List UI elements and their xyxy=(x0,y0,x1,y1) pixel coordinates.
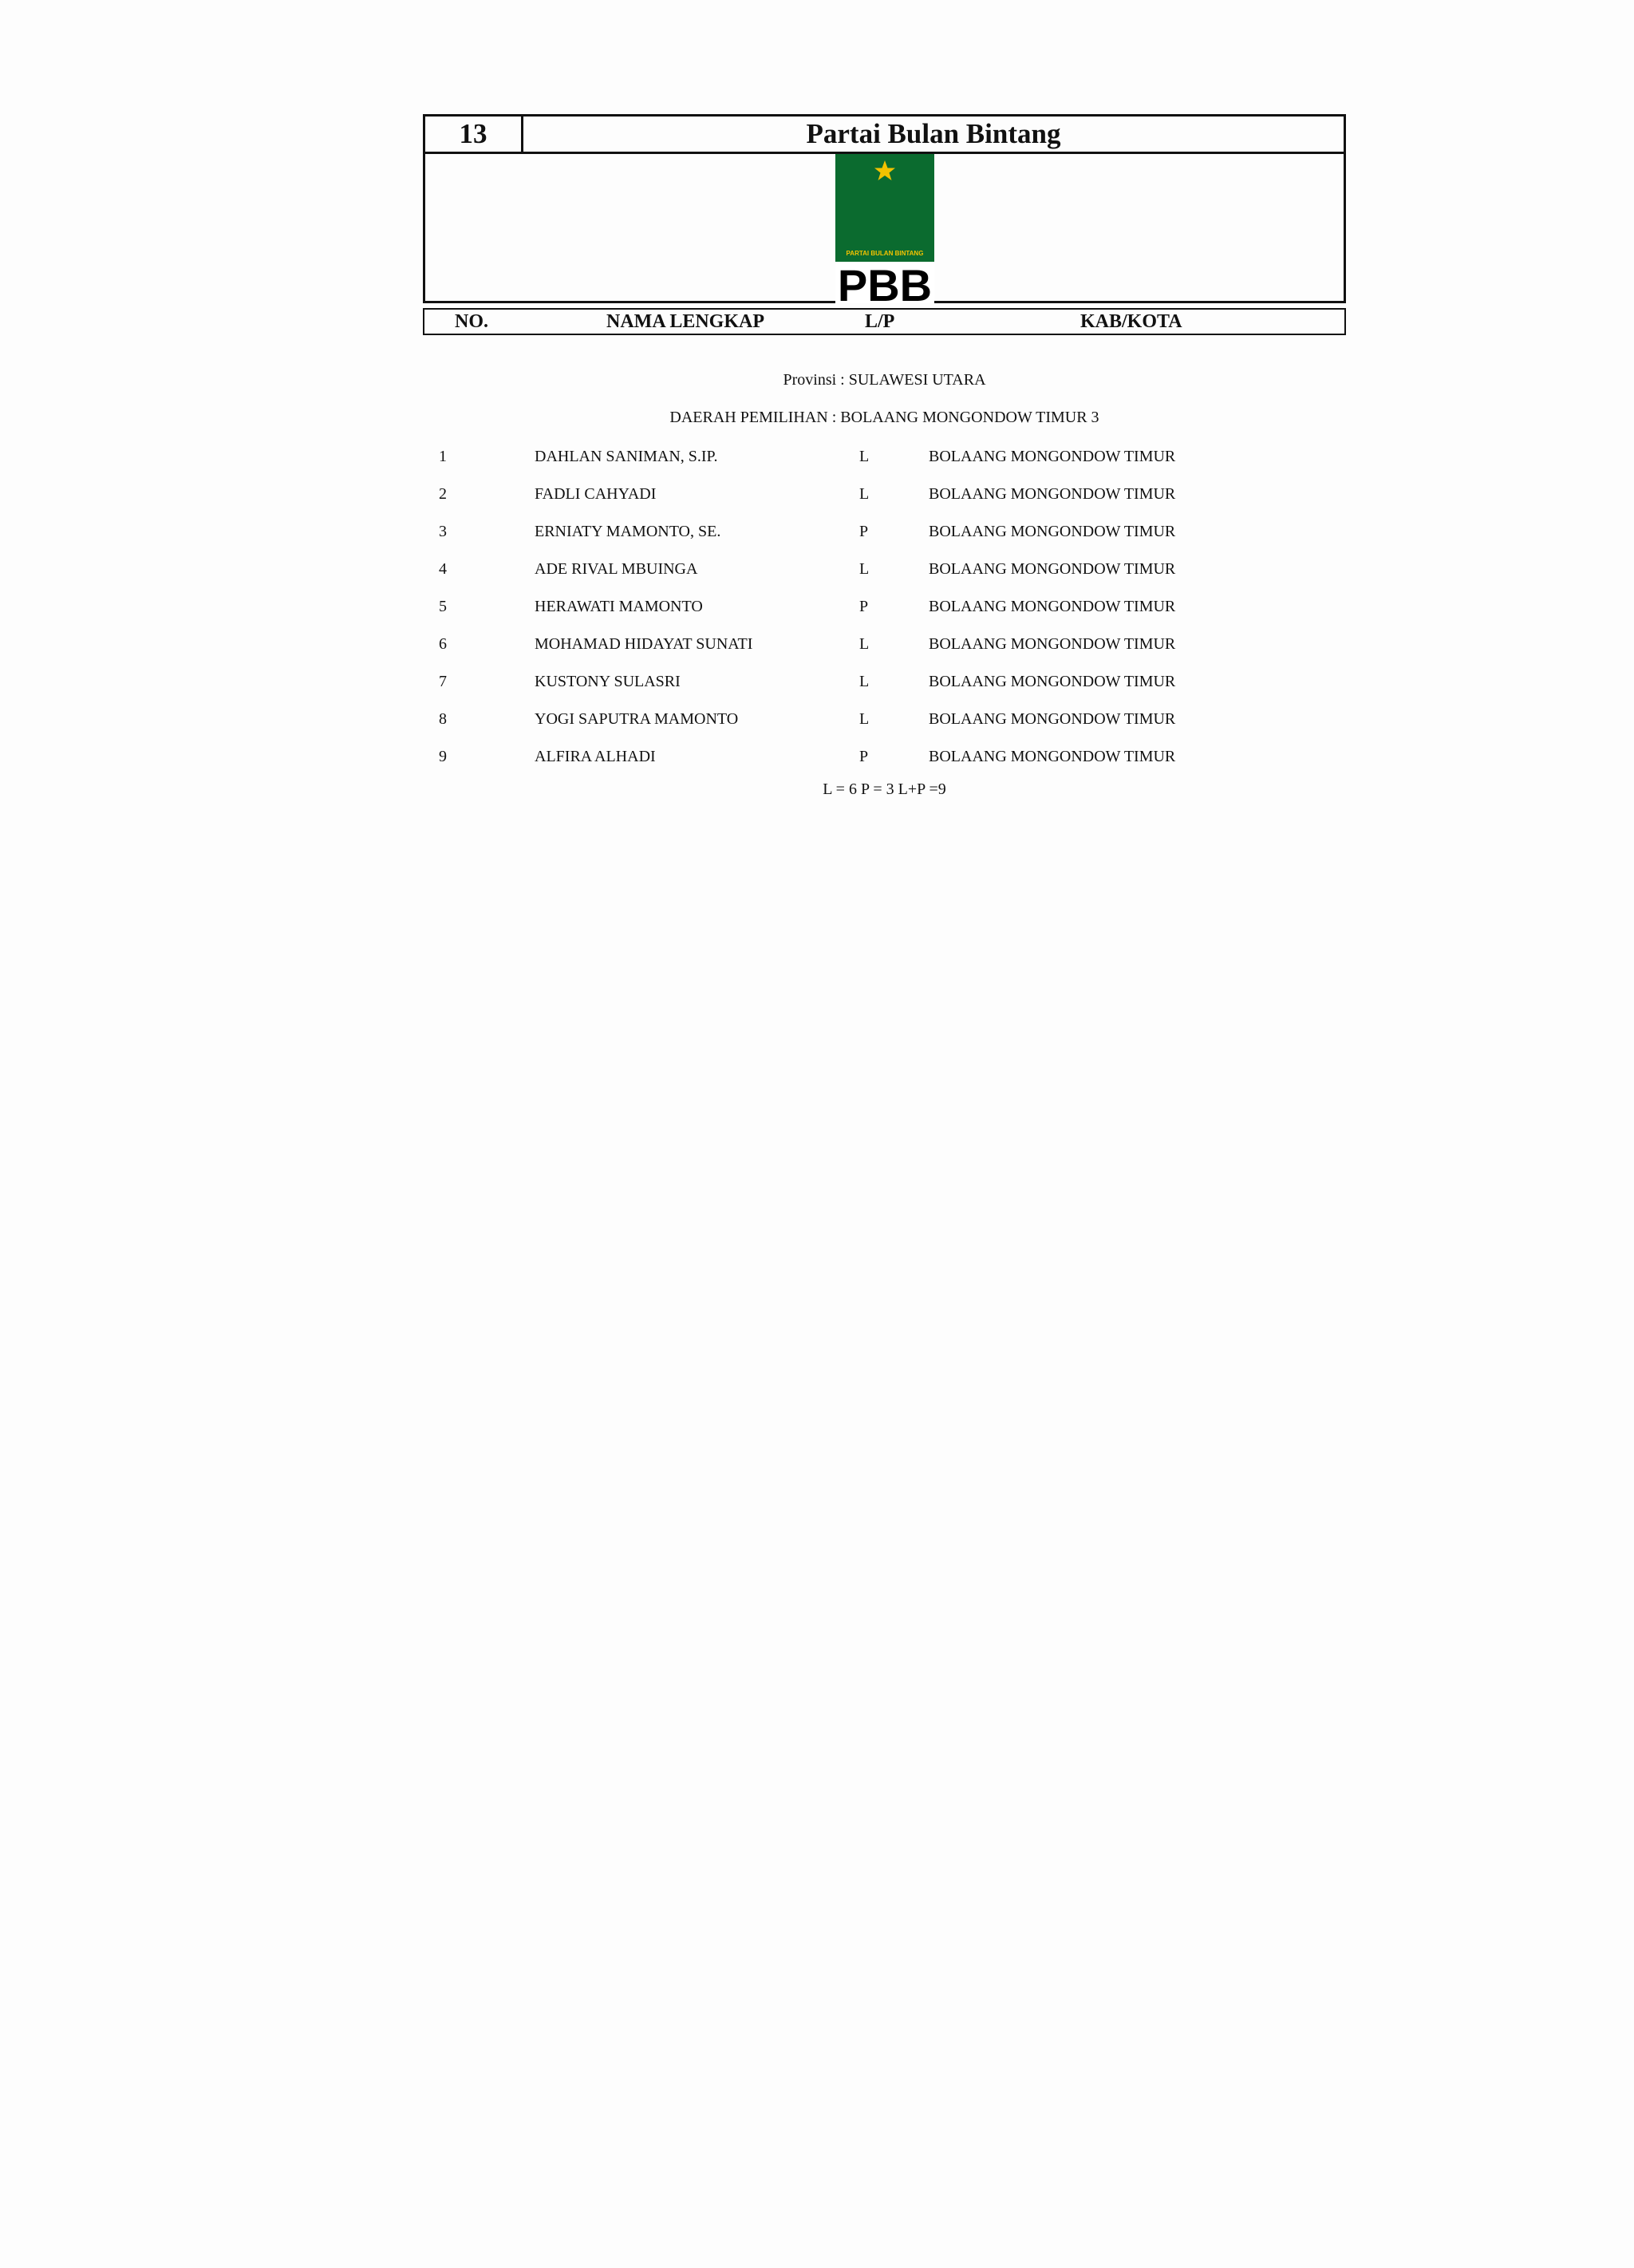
party-header-box xyxy=(423,114,1346,303)
row-name: HERAWATI MAMONTO xyxy=(535,598,703,615)
party-number: 13 xyxy=(425,117,523,152)
column-header-row xyxy=(423,308,1346,335)
row-number: 4 xyxy=(439,560,447,578)
row-gender: L xyxy=(859,560,870,578)
table-row xyxy=(423,707,1346,745)
row-number: 6 xyxy=(439,635,447,653)
gender-summary: L = 6 P = 3 L+P =9 xyxy=(823,780,946,798)
row-gender: L xyxy=(859,710,870,728)
row-kab-kota: BOLAANG MONGONDOW TIMUR xyxy=(929,523,1176,540)
table-row xyxy=(423,745,1346,782)
row-name: ADE RIVAL MBUINGA xyxy=(535,560,698,578)
candidate-sheet xyxy=(423,114,1346,798)
table-row xyxy=(423,595,1346,632)
row-number: 8 xyxy=(439,710,447,728)
table-row xyxy=(423,557,1346,595)
row-number: 1 xyxy=(439,448,447,465)
row-name: YOGI SAPUTRA MAMONTO xyxy=(535,710,739,728)
row-name: KUSTONY SULASRI xyxy=(535,673,681,690)
row-gender: P xyxy=(859,523,869,540)
row-name: MOHAMAD HIDAYAT SUNATI xyxy=(535,635,753,653)
table-row xyxy=(423,670,1346,707)
column-no: NO. xyxy=(455,311,488,332)
row-kab-kota: BOLAANG MONGONDOW TIMUR xyxy=(929,560,1176,578)
row-kab-kota: BOLAANG MONGONDOW TIMUR xyxy=(929,673,1176,690)
party-logo xyxy=(835,154,934,303)
row-gender: L xyxy=(859,673,870,690)
daerah-pemilihan-label: DAERAH PEMILIHAN : BOLAANG MONGONDOW TIMUR 3 xyxy=(669,409,1099,426)
party-name: Partai Bulan Bintang xyxy=(806,118,1061,149)
party-logo-area xyxy=(425,154,1344,303)
row-kab-kota: BOLAANG MONGONDOW TIMUR xyxy=(929,485,1176,503)
row-gender: L xyxy=(859,485,870,503)
row-kab-kota: BOLAANG MONGONDOW TIMUR xyxy=(929,710,1176,728)
row-name: FADLI CAHYADI xyxy=(535,485,657,503)
column-nama-lengkap: NAMA LENGKAP xyxy=(606,311,764,332)
row-name: ERNIATY MAMONTO, SE. xyxy=(535,523,721,540)
candidate-list xyxy=(423,445,1346,782)
table-row xyxy=(423,520,1346,557)
row-number: 3 xyxy=(439,523,447,540)
row-kab-kota: BOLAANG MONGONDOW TIMUR xyxy=(929,598,1176,615)
row-number: 9 xyxy=(439,748,447,765)
row-kab-kota: BOLAANG MONGONDOW TIMUR xyxy=(929,448,1176,465)
party-title-row xyxy=(425,117,1344,154)
row-gender: P xyxy=(859,598,869,615)
row-kab-kota: BOLAANG MONGONDOW TIMUR xyxy=(929,635,1176,653)
row-gender: L xyxy=(859,448,870,465)
row-name: DAHLAN SANIMAN, S.IP. xyxy=(535,448,718,465)
provinsi-label: Provinsi : SULAWESI UTARA xyxy=(783,371,986,389)
row-kab-kota: BOLAANG MONGONDOW TIMUR xyxy=(929,748,1176,765)
row-name: ALFIRA ALHADI xyxy=(535,748,656,765)
row-number: 2 xyxy=(439,485,447,503)
row-number: 7 xyxy=(439,673,447,690)
column-kab-kota: KAB/KOTA xyxy=(1080,311,1182,332)
table-row xyxy=(423,632,1346,670)
logo-wordmark: PBB xyxy=(837,260,932,303)
table-row xyxy=(423,445,1346,482)
column-lp: L/P xyxy=(865,311,895,332)
logo-caption: PARTAI BULAN BINTANG xyxy=(846,250,923,257)
row-number: 5 xyxy=(439,598,447,615)
row-gender: P xyxy=(859,748,869,765)
row-gender: L xyxy=(859,635,870,653)
table-row xyxy=(423,482,1346,520)
